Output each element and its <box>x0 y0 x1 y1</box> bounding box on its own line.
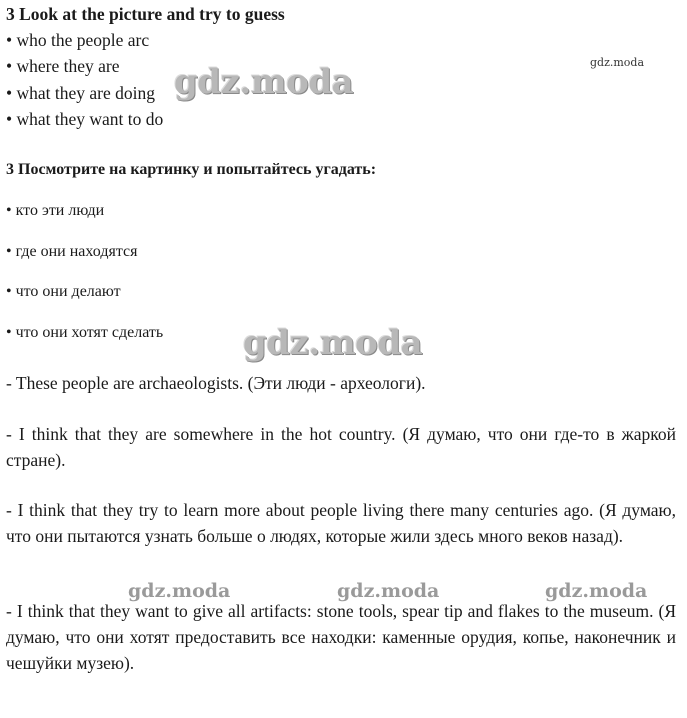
watermark-logo-top: gdz.moda <box>174 62 354 102</box>
watermark-row-center: gdz.moda <box>337 580 440 602</box>
watermark-row-left: gdz.moda <box>128 580 231 602</box>
russian-bullet-2: • где они находятся <box>6 243 138 260</box>
russian-bullet-3: • что они делают <box>6 283 121 300</box>
russian-task-heading: 3 Посмотрите на картинку и попытайтесь угадать: <box>6 161 377 178</box>
answer-4: - I think that they want to give all artifacts: stone tools, spear tip and flakes to the museum. (Я думаю, что они хотят предоставить все находки: каменные орудия, копье, наконечник и чешуйки музею). <box>6 601 676 673</box>
answer-3: - I think that they try to learn more about people living there many centuries ago. (Я думаю, что они пытаются узнать больше о людях, которые жили здесь много веков назад). <box>6 500 676 546</box>
russian-bullet-1: • кто эти люди <box>6 202 105 219</box>
english-bullet-4: • what they want to do <box>6 109 164 129</box>
answer-1: - These people are archaeologists. (Эти люди - археологи). <box>6 373 426 393</box>
english-task-heading: 3 Look at the picture and try to guess <box>6 4 285 24</box>
russian-bullet-4: • что они хотят сделать <box>6 324 164 341</box>
english-bullet-3: • what they are doing <box>6 83 155 103</box>
answer-2: - I think that they are somewhere in the hot country. (Я думаю, что они где-то в жаркой стране). <box>6 424 676 470</box>
watermark-logo-middle: gdz.moda <box>243 323 423 363</box>
english-bullet-1: • who the people arc <box>6 30 150 50</box>
english-bullet-2: • where they are <box>6 56 120 76</box>
watermark-small-top-right: gdz.moda <box>590 56 645 69</box>
watermark-row-right: gdz.moda <box>545 580 648 602</box>
